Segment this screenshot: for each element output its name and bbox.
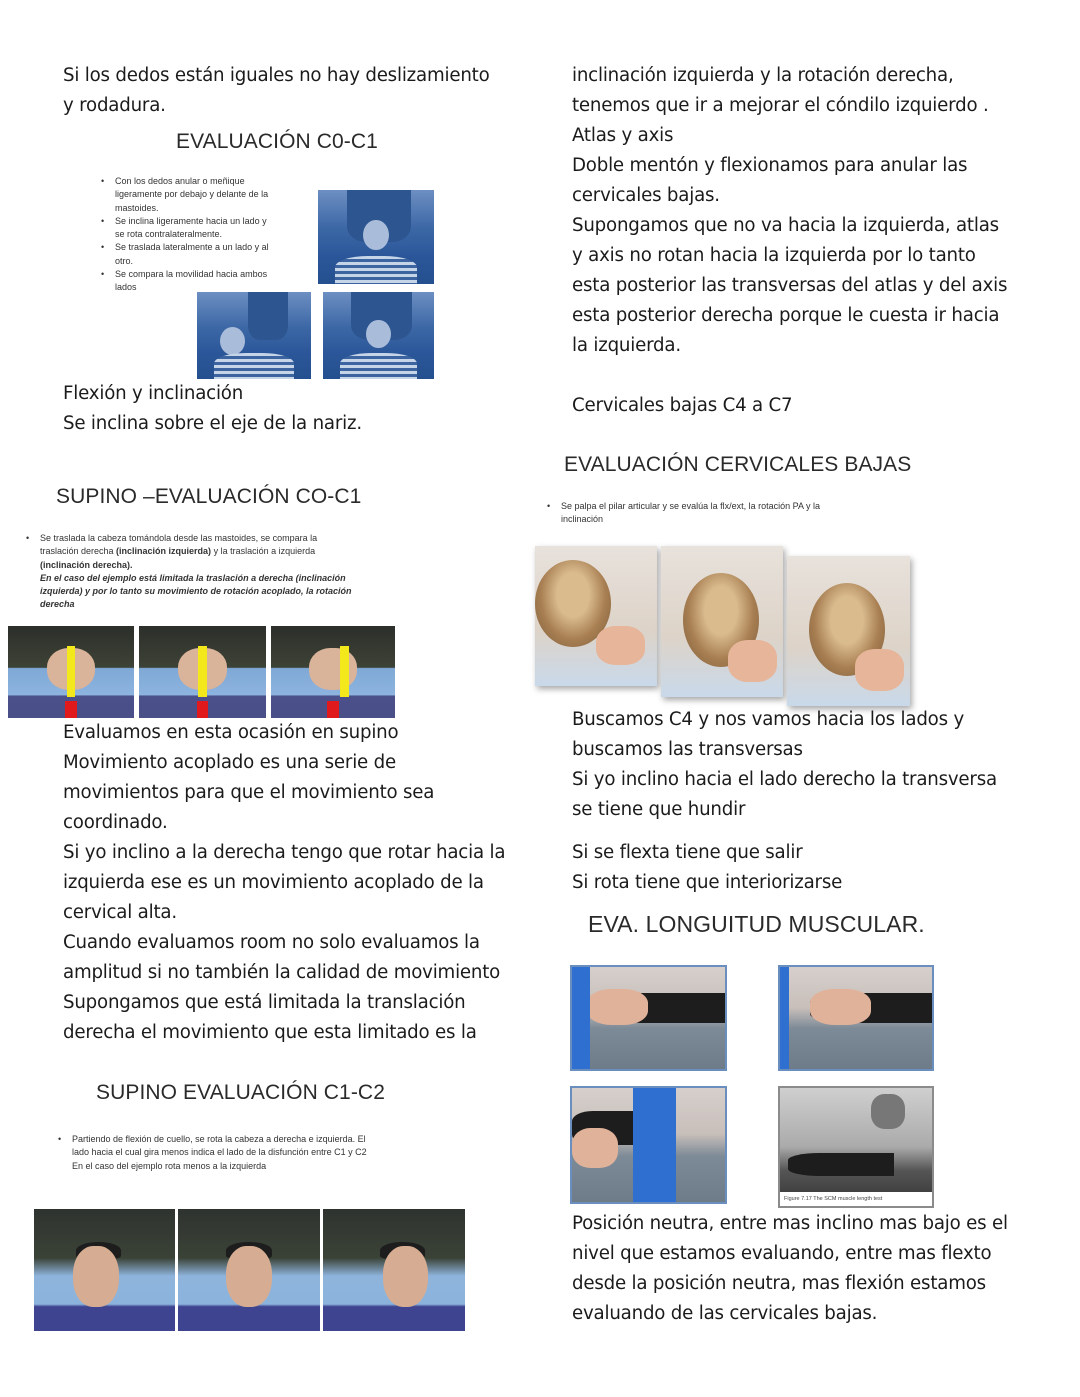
- bullet-item: • Se compara la movilidad hacia ambos lados: [101, 268, 301, 295]
- text-line: Doble mentón y flexionamos para anular las: [572, 155, 968, 176]
- figure-caption: Figure 7.17 The SCM muscle length test: [780, 1192, 932, 1206]
- slide-cervicales-bajas-bullets: [547, 500, 887, 527]
- text-line: coordinado.: [63, 812, 168, 833]
- bullet-item: • Se palpa el pilar articular y se evalúa la flx/ext, la rotación PA y la inclinación: [547, 500, 887, 527]
- text-line: movimientos para que el movimiento sea: [63, 782, 435, 803]
- slide-title-cervicales-bajas: EVALUACIÓN CERVICALES BAJAS: [564, 453, 912, 476]
- text-line: Cuando evaluamos room no solo evaluamos la: [63, 932, 480, 953]
- supine-photo-1: [8, 626, 134, 718]
- intro-note: [63, 61, 490, 121]
- text-line: la izquierda.: [572, 335, 681, 356]
- c4-notes: [572, 705, 997, 825]
- slide-title-longitud-muscular: EVA. LONGUITUD MUSCULAR.: [588, 911, 925, 937]
- text-line: Si se flexta tiene que salir: [572, 842, 803, 863]
- text-line: Supongamos que está limitada la translación: [63, 992, 466, 1013]
- slide-title-supino-c1-c2: SUPINO EVALUACIÓN C1-C2: [96, 1081, 385, 1104]
- flexion-note: [63, 379, 362, 439]
- final-notes: [572, 1209, 1008, 1329]
- text-line: se tiene que hundir: [572, 799, 746, 820]
- slide-title-evaluacion-c0-c1: EVALUACIÓN C0-C1: [176, 130, 378, 153]
- seated-head-centered-photo: [318, 190, 434, 284]
- text-line: izquierda ese es un movimiento acoplado de la: [63, 872, 484, 893]
- seated-head-rotated-photo: [323, 292, 434, 379]
- bullet-item: • Se traslada lateralmente a un lado y al otro.: [101, 241, 301, 268]
- text-line: Atlas y axis: [572, 125, 674, 146]
- text-line: Si los dedos están iguales no hay deslizamiento: [63, 65, 490, 86]
- text-line: inclinación izquierda y la rotación derecha,: [572, 65, 954, 86]
- bullet-item: • Partiendo de flexión de cuello, se rota la cabeza a derecha e izquierda. El lado hacia el cual gira menos indica el lado de la disfunción entre C1 y C2 En el caso del ejemplo rota menos a la izquierda: [58, 1133, 458, 1173]
- text-line: Si yo inclino hacia el lado derecho la transversa: [572, 769, 997, 790]
- slide-supino-bullets: [26, 532, 406, 612]
- muscle-length-photo-4: [778, 1086, 934, 1208]
- slide-c1c2-bullets: [58, 1133, 458, 1173]
- text-line: cervical alta.: [63, 902, 177, 923]
- lower-cervical-heading: Cervicales bajas C4 a C7: [572, 395, 793, 416]
- muscle-length-photo-1: [570, 965, 727, 1071]
- slide-c0c1-bullets: [101, 175, 301, 295]
- movement-notes: [572, 838, 842, 898]
- bullet-item: • Con los dedos anular o meñique ligeramente por debajo y delante de la mastoides.: [101, 175, 301, 215]
- neutral-flexion-photo: [178, 1209, 320, 1331]
- bullet-item: • Se traslada la cabeza tomándola desde las mastoides, se compara la traslación derecha (inclinación izquierda) y la traslación a izquierda (inclinación derecha). En el caso del ejemplo está limitada la traslación a derecha (inclinación izquierda) y por lo tanto su movimiento de rotación acoplado, la rotación derecha: [26, 532, 406, 612]
- muscle-length-photo-3: [570, 1086, 727, 1204]
- text-line: derecha el movimiento que esta limitado es la: [63, 1022, 477, 1043]
- text-line: esta posterior derecha porque le cuesta ir hacia: [572, 305, 1000, 326]
- rotation-right-photo: [323, 1209, 465, 1331]
- continued-notes: [572, 61, 1007, 361]
- palpation-back-photo: [661, 546, 783, 697]
- text-line: Si yo inclino a la derecha tengo que rotar hacia la: [63, 842, 506, 863]
- text-line: Flexión y inclinación: [63, 383, 244, 404]
- text-line: y rodadura.: [63, 95, 166, 116]
- text-line: Buscamos C4 y nos vamos hacia los lados y: [572, 709, 965, 730]
- text-line: Posición neutra, entre mas inclino mas bajo es el: [572, 1213, 1008, 1234]
- text-line: Se inclina sobre el eje de la nariz.: [63, 413, 362, 434]
- text-line: Movimiento acoplado es una serie de: [63, 752, 396, 773]
- supino-notes: [63, 718, 505, 1048]
- text-line: nivel que estamos evaluando, entre mas flexto: [572, 1243, 992, 1264]
- text-line: desde la posición neutra, mas flexión estamos: [572, 1273, 986, 1294]
- text-line: y axis no rotan hacia la izquierda por lo tanto: [572, 245, 976, 266]
- muscle-length-photo-2: [778, 965, 934, 1071]
- slide-title-supino-c0-c1: SUPINO –EVALUACIÓN CO-C1: [56, 485, 362, 508]
- rotation-left-photo: [34, 1209, 175, 1331]
- text-line: Si rota tiene que interiorizarse: [572, 872, 843, 893]
- palpation-other-side-photo: [787, 556, 910, 706]
- supine-photo-2: [139, 626, 266, 718]
- bullet-item: • Se inclina ligeramente hacia un lado y se rota contralateralmente.: [101, 215, 301, 242]
- palpation-side-photo: [535, 546, 657, 686]
- seated-head-inclined-photo: [197, 292, 311, 379]
- text-line: evaluando de las cervicales bajas.: [572, 1303, 878, 1324]
- text-line: buscamos las transversas: [572, 739, 803, 760]
- text-line: amplitud si no también la calidad de movimiento: [63, 962, 501, 983]
- supine-photo-3: [271, 626, 395, 718]
- text-line: esta posterior las transversas del atlas y del axis: [572, 275, 1008, 296]
- text-line: Supongamos que no va hacia la izquierda, atlas: [572, 215, 999, 236]
- text-line: Evaluamos en esta ocasión en supino: [63, 722, 399, 743]
- text-line: tenemos que ir a mejorar el cóndilo izquierdo .: [572, 95, 989, 116]
- text-line: cervicales bajas.: [572, 185, 720, 206]
